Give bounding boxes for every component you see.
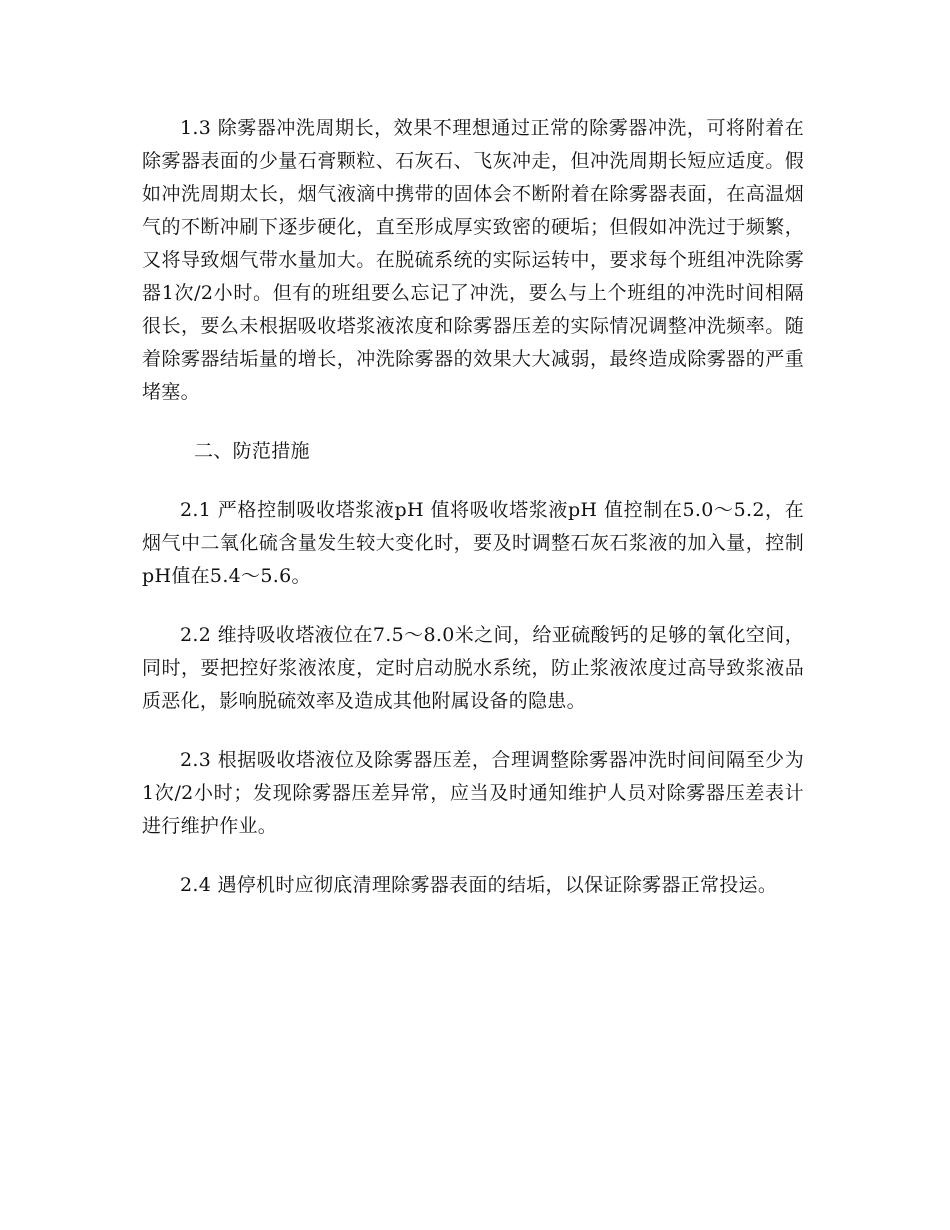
section-heading: 二、防范措施 (194, 440, 310, 462)
paragraph-2-2: 2.2 维持吸收塔液位在7.5～8.0米之间，给亚硫酸钙的足够的氧化空间，同时，要把控好浆液浓度，定时启动脱水系统，防止浆液浓度过高导致浆液品质恶化，影响脱硫效率及造成其他附属设备的隐患。 (142, 624, 804, 712)
document-body (142, 112, 804, 902)
paragraph-2-1: 2.1 严格控制吸收塔浆液pH 值将吸收塔浆液pH 值控制在5.0～5.2，在烟气中二氧化硫含量发生较大变化时，要及时调整石灰石浆液的加入量，控制pH值在5.4～5.6。 (142, 499, 804, 587)
paragraph-2-3: 2.3 根据吸收塔液位及除雾器压差，合理调整除雾器冲洗时间间隔至少为1次/2小时；发现除雾器压差异常，应当及时通知维护人员对除雾器压差表计进行维护作业。 (142, 749, 804, 837)
paragraph-2-4: 2.4 遇停机时应彻底清理除雾器表面的结垢，以保证除雾器正常投运。 (180, 874, 778, 896)
paragraph-1-3: 1.3 除雾器冲洗周期长，效果不理想通过正常的除雾器冲洗，可将附着在除雾器表面的少量石膏颗粒、石灰石、飞灰冲走，但冲洗周期长短应适度。假如冲洗周期太长，烟气液滴中携带的固体会不断附着在除雾器表面，在高温烟气的不断冲刷下逐步硬化，直至形成厚实致密的硬垢；但假如冲洗过于频繁，又将导致烟气带水量加大。在脱硫系统的实际运转中，要求每个班组冲洗除雾器1次/2小时。但有的班组要么忘记了冲洗，要么与上个班组的冲洗时间相隔很长，要么未根据吸收塔浆液浓度和除雾器压差的实际情况调整冲洗频率。随着除雾器结垢量的增长，冲洗除雾器的效果大大减弱，最终造成除雾器的严重堵塞。 (142, 117, 804, 403)
